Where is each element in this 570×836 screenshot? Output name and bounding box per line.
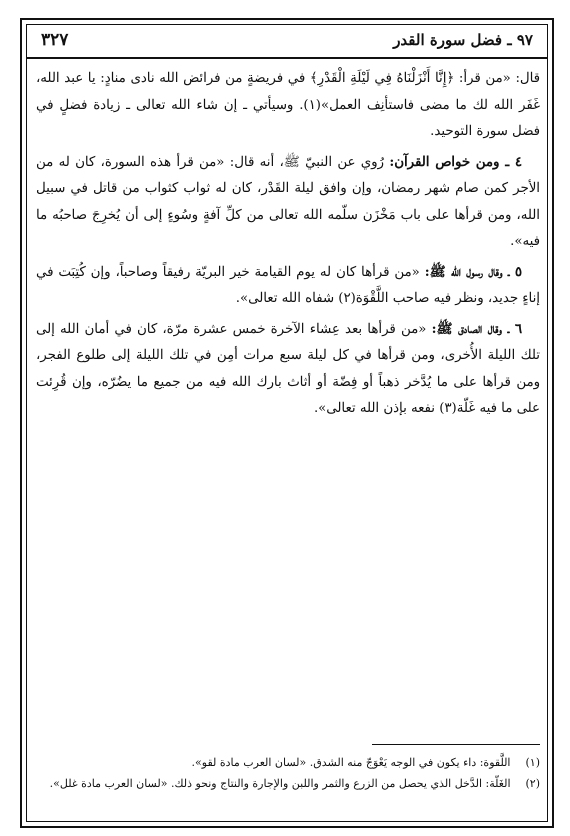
paragraph-2-text: رُوي عن النبيّ ﷺ، أنه قال: «من قرأ هذه السورة، كان له من الأجر كمن صام شهر رمضان، وإن وافق ليلة القَدْر، كان له ثواب كثواب من قاتل في سبيل الله، ومن قرأها على باب مَخْزَن سلّمه الله تعالى من كلِّ آفةٍ وسُوءٍ إلى أن يُخرِجَ صاحبُه ما فيه».: [36, 154, 540, 249]
footnote-divider: [372, 744, 540, 745]
paragraph-2: [36, 150, 540, 256]
footnote-2: [36, 773, 540, 794]
footnotes: [36, 752, 540, 794]
footnote-1-number: (١): [525, 756, 540, 769]
paragraph-4: [36, 317, 540, 423]
paragraph-1: [36, 66, 540, 146]
paragraph-1-text: قال: «من قرأ: ﴿إِنَّا أَنْزَلْنَاهُ فِي لَيْلَةِ الْقَدْرِ﴾ في فريضةٍ من فرائض الله نادى منادٍ: يا عبد الله، غَفَر الله لك ما مضى فاستأنِف العمل»(١). وسيأتي ـ إن شاء الله تعالى ـ زيادة فضلٍ في فضل سورة التوحيد.: [36, 71, 540, 139]
paragraph-3: [36, 260, 540, 313]
footnote-1: [36, 752, 540, 773]
running-title: ٩٧ ـ فضل سورة القدر: [393, 31, 533, 49]
page-frame: [20, 18, 554, 828]
paragraph-4-heading: ٦ ـ وقال الصادق ﷺ:: [431, 321, 523, 337]
footnote-1-text: اللَّقوة: داء يكون في الوجه يَعْوَجّ منه الشدق. «لسان العرب مادة لقو».: [191, 756, 511, 769]
footnote-2-number: (٢): [525, 777, 540, 790]
page-header: [27, 25, 547, 59]
page-number: ٣٢٧: [41, 30, 69, 50]
paragraph-4-text: «من قرأها بعد عِشاء الآخرة خمس عشرة مرّة، كان في أمان الله إلى تلك الليلة الأُخرى، ومن قرأها في كل ليلة سبع مرات أمِن في تلك الليلة إلى طلوع الفجر، ومن قرأها على ما يُدَّخر ذهباً أو فِضّة أو أثاث بارك الله فيه من جميع ما يضُرّه، وإن قُرِئت على ما فيه غَلّة(٣) نفعه بإذن الله تعالى».: [36, 321, 540, 416]
footnote-2-text: الغَلّة: الدَّخل الذي يحصل من الزرع والثمر واللبن والإجارة والنتاج ونحو ذلك. «لسان العرب مادة غلل».: [49, 777, 511, 790]
paragraph-2-heading: ٤ ـ ومن خواص القرآن:: [389, 154, 522, 170]
paragraph-3-text: «من قرأها كان له يوم القيامة خير البريّة رفيقاً وصاحباً، وإن كُتِبَت في إناءٍ جديد، ونظر فيه صاحب اللَّقْوَة(٢) شفاه الله تعالى».: [36, 264, 540, 306]
body-text: [36, 66, 540, 427]
paragraph-3-heading: ٥ ـ وقال رسول الله ﷺ:: [424, 264, 522, 280]
